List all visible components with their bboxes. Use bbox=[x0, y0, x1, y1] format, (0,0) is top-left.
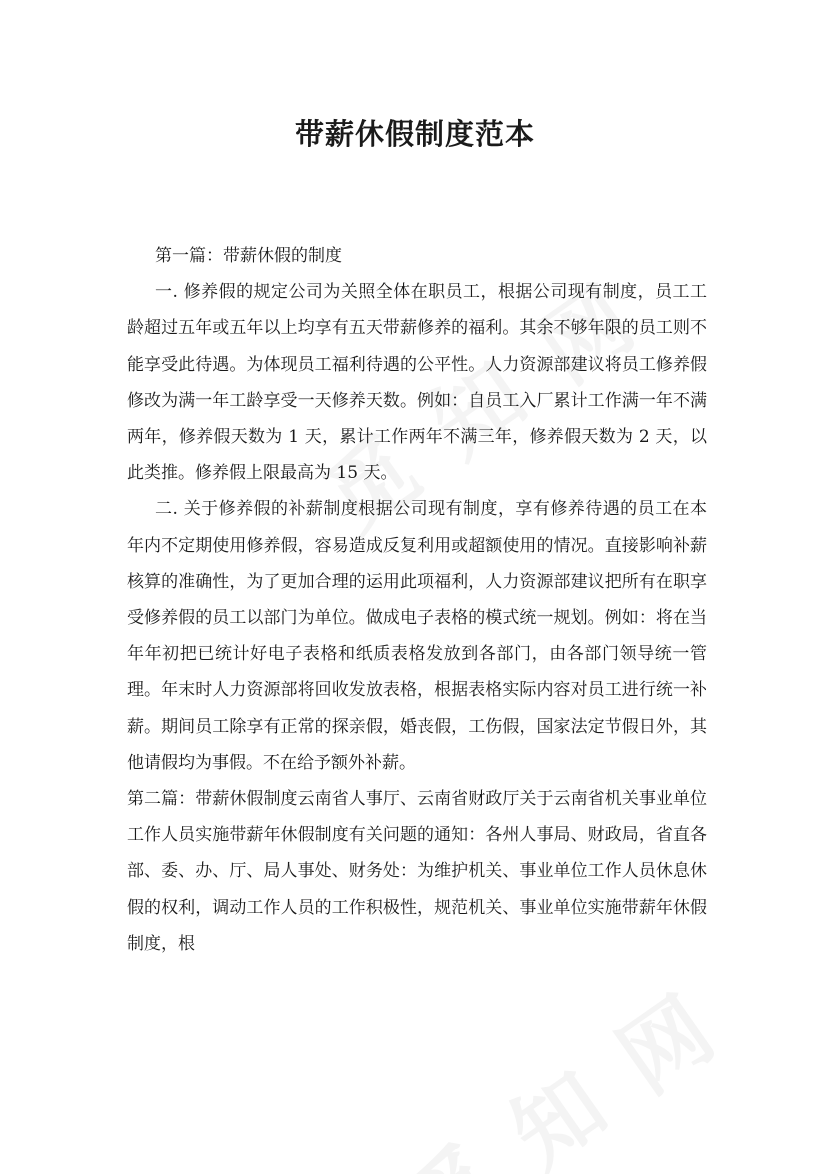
paragraph-leave-rules: 一. 修养假的规定公司为关照全体在职员工，根据公司现有制度，员工工龄超过五年或五年以上均享有五天带薪修养的福利。其余不够年限的员工则不能享受此待遇。为体现员工福利待遇的公平性。人力资源部建议将员工修养假修改为满一年工龄享受一天修养天数。例如：自员工入厂累计工作满一年不满两年，修养假天数为 1 天，累计工作两年不满三年，修养假天数为 2 天，以此类推。修养假上限最高为 15 天。 bbox=[127, 282, 707, 484]
watermark bbox=[376, 960, 739, 1174]
document-body bbox=[127, 238, 707, 962]
paragraph-pay-rules: 二. 关于修养假的补薪制度根据公司现有制度，享有修养待遇的员工在本年内不定期使用修养假，容易造成反复利用或超额使用的情况。直接影响补薪核算的准确性，为了更加合理的运用此项福利，人力资源部建议把所有在职享受修养假的员工以部门为单位。做成电子表格的模式统一规划。例如：将在当年年初把已统计好电子表格和纸质表格发放到各部门，由各部门领导统一管理。年末时人力资源部将回收发放表格，根据表格实际内容对员工进行统一补薪。期间员工除享有正常的探亲假，婚丧假，工伤假，国家法定节假日外，其他请假均为事假。不在给予额外补薪。 bbox=[127, 499, 707, 773]
document-title: 带薪休假制度范本 bbox=[294, 117, 535, 151]
paragraph-section-2: 第二篇：带薪休假制度云南省人事厅、云南省财政厅关于云南省机关事业单位工作人员实施带薪年休假制度有关问题的通知：各州人事局、财政局，省直各部、委、办、厅、局人事处、财务处：为维护机关、事业单位工作人员休息休假的权利，调动工作人员的工作积极性，规范机关、事业单位实施带薪年休假制度，根 bbox=[127, 789, 707, 954]
section-heading-1: 第一篇：带薪休假的制度 bbox=[155, 246, 342, 266]
